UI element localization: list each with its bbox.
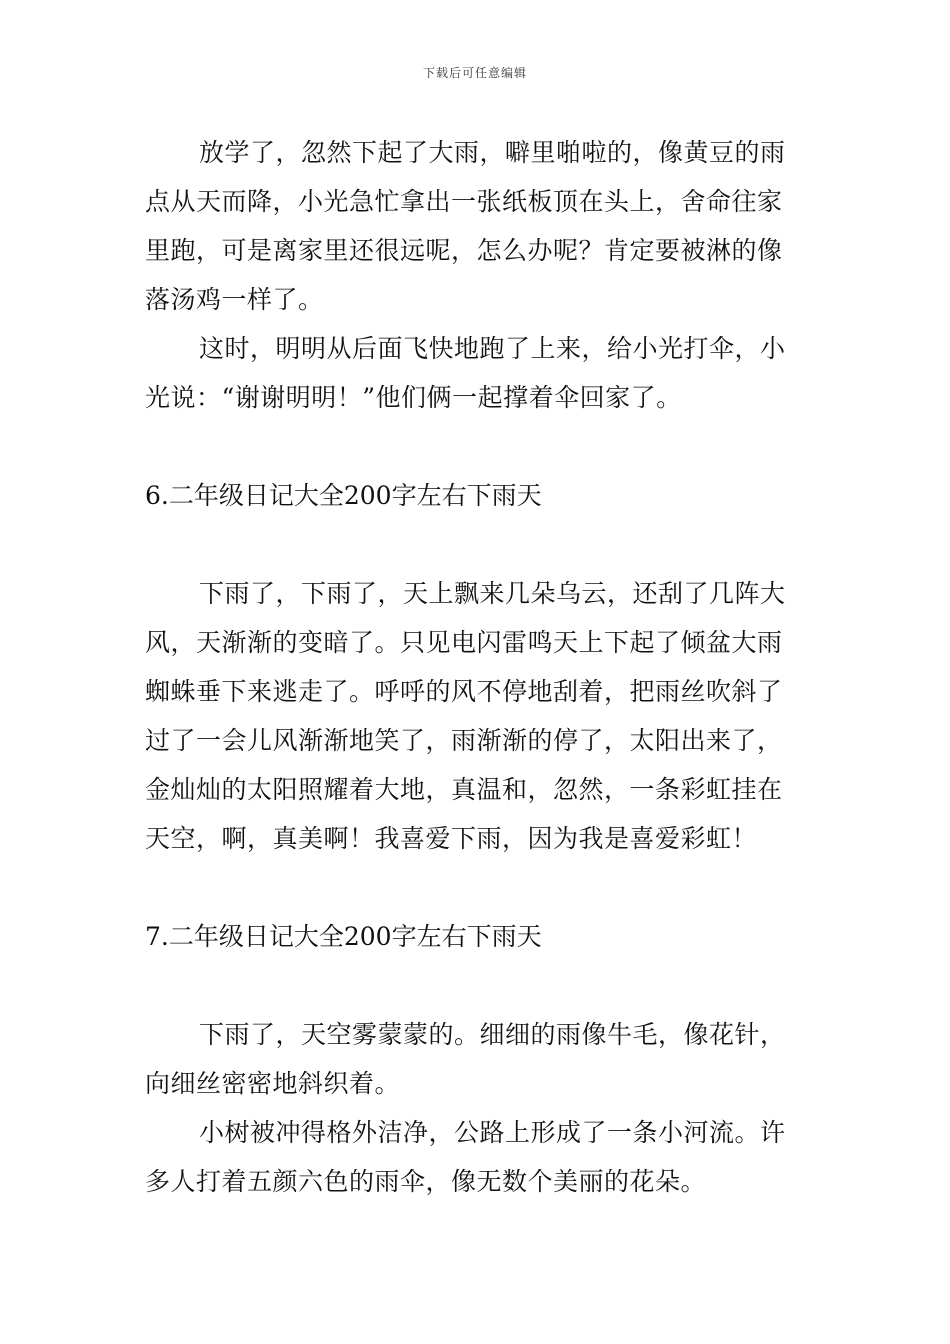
text-line: 放学了，忽然下起了大雨，噼里啪啦的，像黄豆的雨 <box>199 138 786 167</box>
text-line: 金灿灿的太阳照耀着大地，真温和，忽然，一条彩虹挂在 <box>145 775 783 804</box>
text-line: 天空，啊，真美啊！我喜爱下雨，因为我是喜爱彩虹！ <box>145 824 758 853</box>
text-line: 多人打着五颜六色的雨伞，像无数个美丽的花朵。 <box>145 1167 707 1196</box>
text-line: 风，天渐渐的变暗了。只见电闪雷鸣天上下起了倾盆大雨 <box>145 628 783 657</box>
paragraph <box>145 128 810 324</box>
page-header: 下载后可任意编辑 <box>422 66 527 80</box>
paragraph <box>145 324 810 422</box>
document-body <box>145 128 810 1206</box>
text-line: 向细丝密密地斜织着。 <box>145 1069 401 1098</box>
text-line: 蜘蛛垂下来逃走了。呼呼的风不停地刮着，把雨丝吹斜了 <box>145 677 783 706</box>
text-line: 光说：“谢谢明明！”他们俩一起撑着伞回家了。 <box>145 383 682 412</box>
text-line: 这时，明明从后面飞快地跑了上来，给小光打伞，小 <box>199 334 786 363</box>
text-line: 过了一会儿风渐渐地笑了，雨渐渐的停了，太阳出来了， <box>145 726 783 755</box>
paragraph <box>145 569 810 863</box>
text-line: 落汤鸡一样了。 <box>145 285 324 314</box>
text-line: 下雨了，天空雾蒙蒙的。细细的雨像牛毛，像花针， <box>199 1020 786 1049</box>
paragraph <box>145 1010 810 1108</box>
text-line: 里跑，可是离家里还很远呢，怎么办呢？肯定要被淋的像 <box>145 236 783 265</box>
section-heading: 7.二年级日记大全200字左右下雨天 <box>145 922 542 951</box>
section-heading: 6.二年级日记大全200字左右下雨天 <box>145 481 542 510</box>
text-line: 小树被冲得格外洁净，公路上形成了一条小河流。许 <box>199 1118 786 1147</box>
paragraph <box>145 1108 810 1206</box>
text-line: 下雨了，下雨了，天上飘来几朵乌云，还刮了几阵大 <box>199 579 786 608</box>
text-line: 点从天而降，小光急忙拿出一张纸板顶在头上，舍命往家 <box>145 187 783 216</box>
